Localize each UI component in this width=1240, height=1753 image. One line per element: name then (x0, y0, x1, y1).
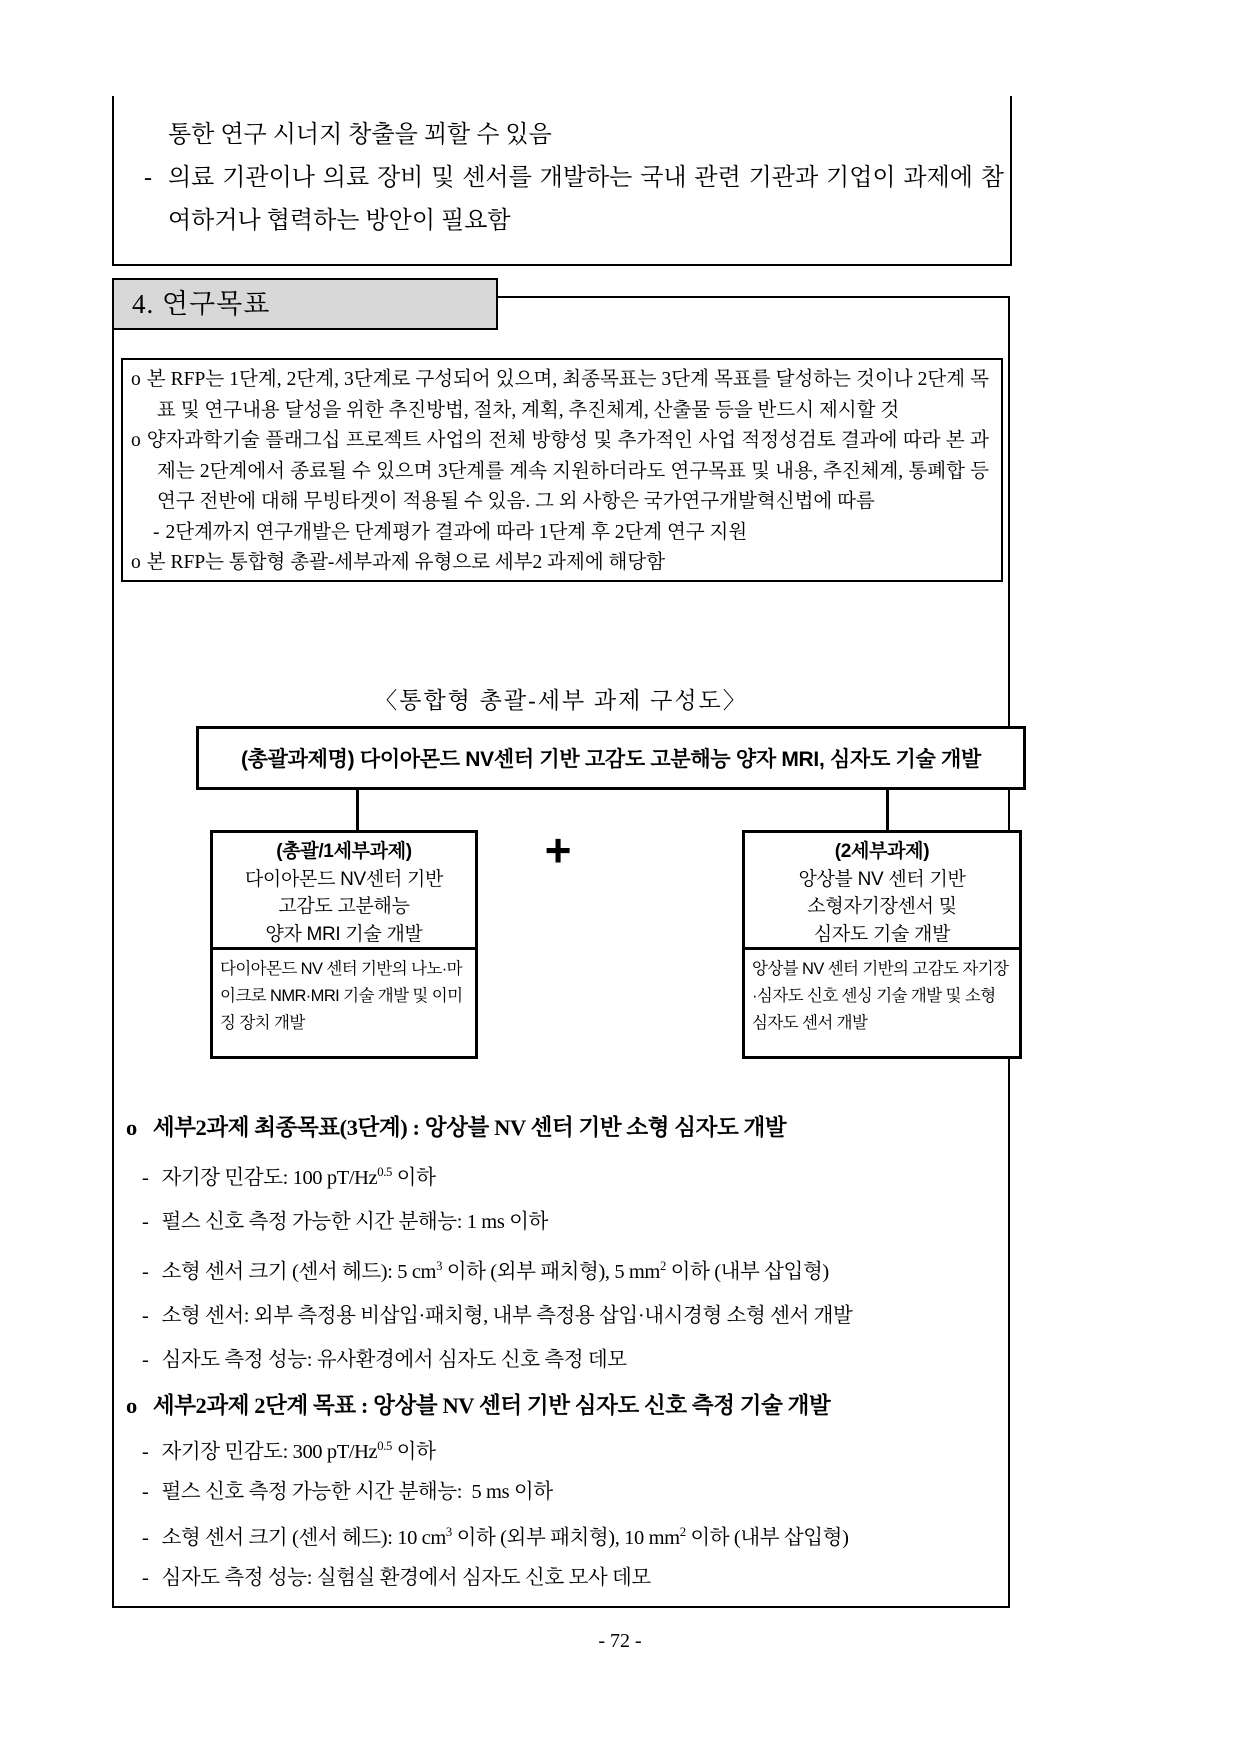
box-title-line: 심자도 기술 개발 (813, 923, 951, 945)
dash-marker: - (142, 1166, 149, 1189)
goal-text: 자기장 민감도: 300 pT/Hz (161, 1440, 378, 1463)
goal-item (126, 1338, 1010, 1382)
bullet-marker: - (153, 521, 160, 543)
circle-bullet-marker: o (126, 1115, 137, 1140)
goal-text: 소형 센서 크기 (센서 헤드): 10 cm (161, 1526, 446, 1549)
diagram-subtask1-desc-box (210, 947, 478, 1059)
bullet-marker: o (131, 430, 141, 451)
top-item-text: 의료 기관이나 의료 장비 및 센서를 개발하는 국내 관련 기관과 기업이 과제에 참여하거나 협력하는 방안이 필요함 (168, 165, 1004, 234)
goal-text: 이하 (외부 패치형), 10 mm (451, 1526, 680, 1549)
connector-line-left (356, 789, 359, 830)
goal-text: 심자도 측정 성능: 실험실 환경에서 심자도 신호 모사 데모 (161, 1566, 651, 1589)
bullet-marker: o (131, 552, 141, 573)
notice-box (121, 358, 1003, 582)
dash-marker: - (144, 165, 152, 191)
dash-marker: - (142, 1348, 149, 1371)
page-number: - 72 - (598, 1630, 642, 1652)
top-text-line: 통한 연구 시너지 창출을 꾀할 수 있음 (168, 122, 552, 148)
diagram-main-task-box (196, 726, 1026, 790)
notice-item: o 본 RFP는 통합형 총괄-세부과제 유형으로 세부2 과제에 해당함 (131, 552, 666, 573)
goals-final-section (126, 1106, 1010, 1382)
diagram-subtask1-title-box (210, 830, 478, 950)
subtask1-label: (총괄/1세부과제) (276, 841, 412, 862)
goals-stage2-section (126, 1386, 1010, 1598)
section-header (112, 278, 498, 330)
top-text-item (114, 157, 1010, 243)
superscript: 3 (445, 1524, 452, 1539)
superscript: 3 (436, 1258, 443, 1273)
box-title-line: 다이아몬드 NV센터 기반 (244, 868, 444, 890)
notice-item: o 본 RFP는 1단계, 2단계, 3단계로 구성되어 있으며, 최종목표는 3단계 목표를 달성하는 것이나 2단계 목표 및 연구내용 달성을 위한 추진방법, 절차, 계획, 추진체계, 산출물 등을 반드시 제시할 것 (131, 369, 989, 421)
goal-item (126, 1558, 1010, 1598)
diagram-caption: 〈통합형 총괄-세부 과제 구성도〉 (374, 688, 748, 713)
superscript: 0.5 (377, 1439, 392, 1453)
goal-text: 펄스 신호 측정 가능한 시간 분해능: 1 ms 이하 (161, 1210, 548, 1233)
subtask1-title-lines (213, 866, 475, 949)
subtask1-desc-text: 다이아몬드 NV 센터 기반의 나노·마이크로 NMR·MRI 기술 개발 및 이미징 장치 개발 (220, 960, 463, 1032)
subtask2-title-lines (745, 866, 1019, 949)
superscript: 2 (679, 1524, 686, 1539)
subtask2-desc-text: 앙상블 NV 센터 기반의 고감도 자기장·심자도 신호 센싱 기술 개발 및 소형 심자도 센서 개발 (752, 960, 1009, 1032)
goals-final-items (126, 1150, 1010, 1382)
dash-marker: - (142, 1526, 149, 1549)
box-title-line: 소형자기장센서 및 (807, 896, 957, 917)
goal-item (126, 1512, 1010, 1558)
circle-bullet-marker: o (126, 1393, 137, 1418)
box-title-line: 고감도 고분해능 (278, 896, 410, 917)
goal-item (126, 1150, 1010, 1200)
dash-marker: - (142, 1566, 149, 1589)
goal-item (126, 1472, 1010, 1512)
goals-stage2-items (126, 1426, 1010, 1598)
goals-stage2-heading (126, 1386, 1010, 1426)
goal-item (126, 1294, 1010, 1338)
goal-text: 이하 (외부 패치형), 5 mm (442, 1260, 660, 1283)
goal-text: 자기장 민감도: 100 pT/Hz (161, 1166, 378, 1189)
dash-marker: - (142, 1480, 149, 1503)
dash-marker: - (142, 1304, 149, 1327)
goals-stage2-heading-text: 세부2과제 2단계 목표 : 앙상블 NV 센터 기반 심자도 신호 측정 기술 개발 (152, 1393, 831, 1418)
notice-item: - 2단계까지 연구개발은 단계평가 결과에 따라 1단계 후 2단계 연구 지원 (153, 521, 748, 543)
superscript: 2 (659, 1258, 666, 1273)
goal-item (126, 1244, 1010, 1294)
bullet-marker: o (131, 369, 141, 390)
top-continuation-box (112, 96, 1012, 266)
goal-text: 펄스 신호 측정 가능한 시간 분해능: 5 ms 이하 (161, 1480, 553, 1503)
superscript: 0.5 (377, 1165, 392, 1179)
dash-marker: - (142, 1210, 149, 1233)
dash-marker: - (142, 1440, 149, 1463)
diagram-subtask2-title-box (742, 830, 1022, 950)
box-title-line: 양자 MRI 기술 개발 (265, 923, 423, 945)
goals-final-heading-text: 세부2과제 최종목표(3단계) : 앙상블 NV 센터 기반 소형 심자도 개발 (152, 1115, 787, 1140)
connector-line-right (886, 789, 889, 830)
goal-text: 소형 센서: 외부 측정용 비삽입·패치형, 내부 측정용 삽입·내시경형 소형 센서 개발 (161, 1304, 853, 1327)
diagram-main-task-text: (총괄과제명) 다이아몬드 NV센터 기반 고감도 고분해능 양자 MRI, 심자도 기술 개발 (240, 748, 981, 771)
section-header-label: 4. 연구목표 (132, 289, 271, 319)
goal-text: 이하 (내부 삽입형) (665, 1260, 829, 1283)
subtask2-label: (2세부과제) (834, 841, 930, 862)
goal-text: 이하 (내부 삽입형) (685, 1526, 849, 1549)
goal-item (126, 1200, 1010, 1244)
dash-marker: - (142, 1260, 149, 1283)
goal-text: 소형 센서 크기 (센서 헤드): 5 cm (161, 1260, 437, 1283)
goals-final-heading (126, 1106, 1010, 1150)
goal-text: 심자도 측정 성능: 유사환경에서 심자도 신호 측정 데모 (161, 1348, 627, 1371)
diagram-subtask2-desc-box (742, 947, 1022, 1059)
plus-sign: + (544, 824, 572, 876)
goal-text: 이하 (391, 1440, 436, 1463)
notice-item: o 양자과학기술 플래그십 프로젝트 사업의 전체 방향성 및 추가적인 사업 적정성검토 결과에 따라 본 과제는 2단계에서 종료될 수 있으며 3단계를 계속 지원하더라도 연구목표 및 내용, 추진체계, 통폐합 등 연구 전반에 대해 무빙타겟이 적용될 수 있음. 그 외 사항은 국가연구개발혁신법에 따름 (131, 430, 989, 512)
goal-item (126, 1426, 1010, 1472)
box-title-line: 앙상블 NV 센터 기반 (798, 868, 966, 890)
goal-text: 이하 (391, 1166, 436, 1189)
